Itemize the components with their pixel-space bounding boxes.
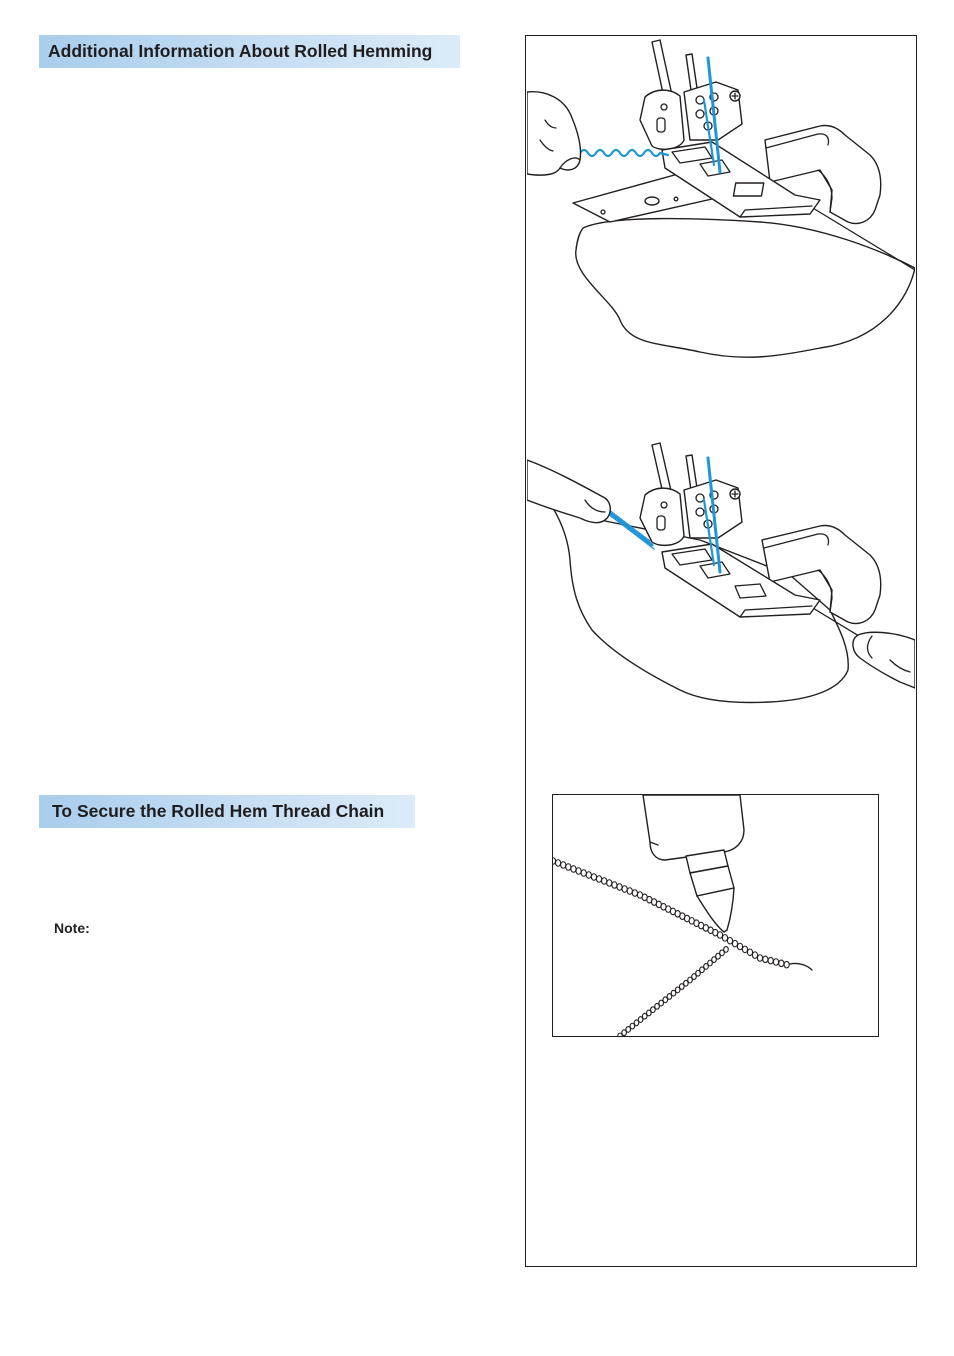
chain-bead: [763, 956, 768, 963]
figure-rolled-hem-pulling: [527, 440, 915, 740]
chain-bead: [581, 870, 586, 877]
chain-bead: [747, 949, 752, 956]
chain-bead: [632, 890, 637, 897]
chain-bead: [742, 946, 747, 953]
chain-bead: [561, 862, 566, 869]
chain-bead: [607, 880, 612, 887]
chain-bead: [627, 888, 632, 895]
hand-left: [527, 460, 610, 523]
chain-bead: [773, 959, 778, 966]
sealant-bottle-icon: [643, 795, 744, 860]
chain-bead: [779, 960, 784, 967]
chain-bead: [737, 943, 742, 950]
chain-bead: [612, 882, 617, 889]
hand-right: [853, 632, 915, 688]
needle-clamp: [640, 90, 684, 149]
note-label: Note:: [54, 920, 90, 936]
chain-bead: [717, 932, 722, 939]
figure-seam-sealant: [553, 795, 878, 1036]
chain-bead: [724, 947, 729, 953]
chain-bead: [732, 940, 737, 947]
thread-chain-main: [553, 858, 789, 968]
chain-bead: [768, 957, 773, 964]
chain-bead: [617, 884, 622, 891]
chain-bead: [571, 866, 576, 873]
hand-left: [527, 92, 581, 175]
chain-bead: [722, 935, 727, 942]
chain-bead: [556, 860, 561, 867]
section-heading-rolled-hemming: Additional Information About Rolled Hemming: [39, 35, 460, 68]
chain-bead: [576, 868, 581, 875]
chain-bead: [596, 876, 601, 883]
chain-bead: [752, 952, 757, 959]
chain-bead: [757, 955, 762, 962]
chain-bead: [727, 938, 732, 945]
thread-chain-branch: [618, 947, 729, 1036]
chain-bead: [566, 864, 571, 871]
chain-bead: [784, 961, 789, 968]
section-heading-secure-thread-chain: To Secure the Rolled Hem Thread Chain: [39, 795, 415, 828]
chain-bead: [602, 878, 607, 885]
figure-rolled-hem-start: [527, 37, 915, 377]
chain-bead: [586, 872, 591, 879]
chain-bead: [622, 886, 627, 893]
chain-bead: [591, 874, 596, 881]
